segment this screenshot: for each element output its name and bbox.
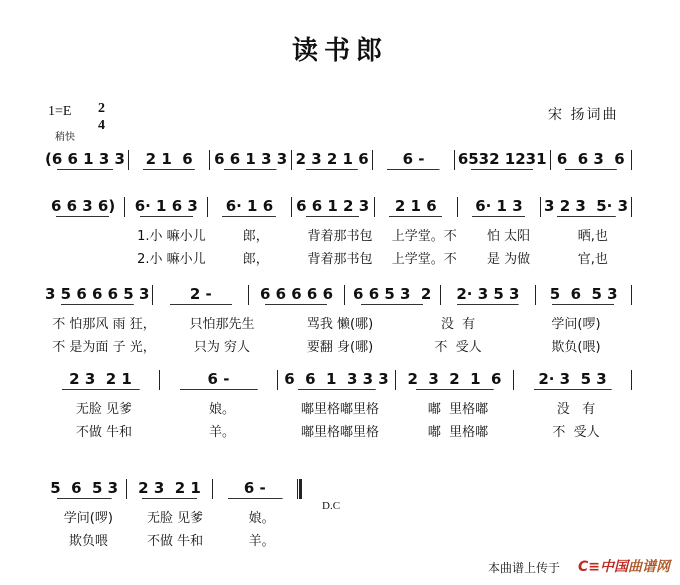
author-credit: 宋 扬词曲 [548,107,619,123]
lyric-segment: 不做 牛和 [146,534,204,549]
bar-line [440,285,441,305]
measure: 5 6 5 3 [45,479,123,499]
song-title: 读书郎 [291,36,388,66]
bar-line [126,479,127,499]
measure: 6 6 1 3 3 [214,150,288,168]
bar-line [159,370,160,390]
lyric-segment: 只怕那先生 [189,317,255,332]
lyric-segment: 不 受人 [434,340,482,355]
lyric-segment: 嘟 里格嘟 [427,425,489,440]
bar-line [550,150,551,170]
bar-line [374,197,375,217]
bar-line [395,370,396,390]
logo-icon: C≡ [578,559,601,575]
lyrics-verse-2 [45,248,635,267]
lyric-segment: 学问(啰) [63,511,113,526]
bar-line [124,197,125,217]
lyric-segment: 娘。 [248,511,275,526]
bar-line [297,479,302,499]
lyrics-verse-2 [45,530,305,549]
measure: 3 2 3 5· 3 [544,197,629,215]
lyric-segment: 学问(啰) [551,317,601,332]
measure: 6 - [163,370,274,390]
lyric-segment: 背着那书包 [307,252,373,267]
lyric-segment: 无脸 见爹 [75,402,133,417]
lyric-segment: 羊。 [248,534,275,549]
measure: (6 6 1 3 3 [45,150,125,168]
lyric-segment: 上学堂。不 [391,252,457,267]
measure: 6 - [376,150,450,170]
lyric-segment: 不 受人 [552,425,600,440]
notation-row [45,283,635,305]
key-signature: 1=E [48,104,72,119]
time-signature [98,100,105,134]
lyrics-verse-1 [45,313,635,332]
measure: 6532 1231 [457,150,547,168]
lyric-segment: 郎， [242,252,269,267]
lyric-segment: 嘟里格嘟里格 [300,425,379,440]
bar-line [372,150,373,170]
lyric-segment: 欺负喂 [68,534,108,549]
measure: 2 3 2 1 6 [295,150,369,168]
lyrics-verse-1 [45,225,635,244]
measure: 2 3 2 1 6 [399,370,510,390]
bar-line [248,285,249,305]
lyric-segment: 羊。 [208,425,235,440]
lyric-segment: 郎， [242,229,269,244]
measure: 2 1 6 [378,197,454,217]
lyrics-verse-2 [45,421,635,440]
lyrics-verse-1 [45,507,305,526]
measure: 6 6 3 6 [554,150,628,170]
notation-row [45,477,305,499]
measure: 5 6 5 3 [539,285,628,305]
lyric-segment: 不 是为面 子 光， [52,340,156,355]
measure: 2 1 6 [132,150,206,170]
bar-line [128,150,129,170]
lyrics-verse-2 [45,336,635,355]
measure: 2 3 2 1 [130,479,208,499]
measure: 2· 3 5 3 [444,285,533,305]
lyric-segment: 是 为做 [486,252,531,267]
bar-line [631,285,632,305]
lyric-segment: 没 有 [440,317,476,332]
measure: 6 6 3 6) [45,197,121,217]
measure: 2 3 2 1 [45,370,156,390]
measure: 3 5 6 6 6 5 3 [45,285,150,303]
lyric-segment: 2.小 嘛小儿 [137,252,206,267]
lyric-segment: 怕 太阳 [486,229,531,244]
bar-line [457,197,458,217]
lyric-segment: 官,也 [577,252,608,267]
lyric-segment: 不做 牛和 [75,425,133,440]
bar-line [209,150,210,170]
measure: 6 - [216,479,294,499]
measure: 6 6 1 3 3 3 [281,370,392,390]
lyric-segment [45,248,129,267]
measure: 6· 1 3 [461,197,537,217]
bar-line [344,285,345,305]
bar-line [212,479,213,499]
measure: 6· 1 6 3 [128,197,204,217]
bar-line [207,197,208,217]
logo-text-a: 中国 [600,559,629,575]
logo-text-b: 曲谱网 [628,559,671,575]
measure: 6 6 1 2 3 [296,197,370,215]
footer-text: 本曲谱上传于 [488,561,561,575]
dc-marking: D.C [322,500,341,512]
lyric-segment [45,225,129,244]
bar-line [631,370,632,390]
lyric-segment: 欺负(喂) [551,340,601,355]
measure: 2 - [156,285,245,305]
bar-line [535,285,536,305]
bar-line [513,370,514,390]
notation-row [45,195,635,217]
lyric-segment: 不 怕那风 雨 狂， [52,317,156,332]
bar-line [291,197,292,217]
lyrics-verse-1 [45,398,635,417]
lyric-segment: 无脸 见爹 [146,511,204,526]
time-top: 2 [98,101,105,116]
lyric-segment: 嘟 里格嘟 [427,402,489,417]
lyric-segment: 1.小 嘛小儿 [137,229,206,244]
lyric-segment: 没 有 [556,402,596,417]
measure: 2· 3 5 3 [517,370,628,390]
lyric-segment: 骂我 懒(哪) [306,317,374,332]
tempo-marking: 稍快 [55,132,75,143]
notation-row [45,148,635,170]
time-bottom: 4 [98,118,105,133]
bar-line [540,197,541,217]
bar-line [277,370,278,390]
bar-line [631,150,632,170]
lyric-segment: 嘟里格嘟里格 [300,402,379,417]
lyric-segment: 娘。 [208,402,235,417]
lyric-segment: 晒,也 [577,229,608,244]
measure: 6 6 5 3 2 [348,285,437,305]
lyric-segment: 背着那书包 [307,229,373,244]
lyric-segment: 只为 穷人 [193,340,251,355]
site-logo[interactable] [578,556,670,576]
lyric-segment: 要翻 身(哪) [306,340,374,355]
bar-line [152,285,153,305]
lyric-segment: 上学堂。不 [391,229,457,244]
notation-row [45,368,635,390]
bar-line [631,197,632,217]
bar-line [291,150,292,170]
measure: 6· 1 6 [211,197,287,217]
bar-line [454,150,455,170]
measure: 6 6 6 6 6 [252,285,341,305]
